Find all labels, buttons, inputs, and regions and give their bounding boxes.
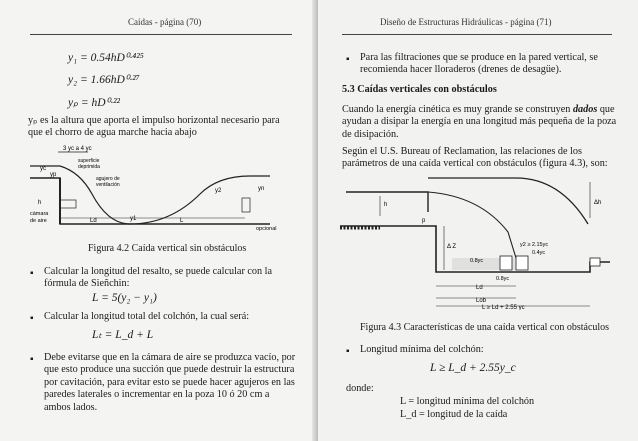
equation-yp: yₚ = hD⁰·²² — [68, 97, 120, 109]
label-ventilacion: ventilación — [96, 182, 120, 188]
donde-label: donde: — [346, 383, 374, 394]
label-p: p — [422, 218, 426, 224]
left-page-header: Caídas - página (70) — [128, 17, 202, 27]
label-delta-h: Δh — [594, 200, 602, 206]
equation-l: L = 5(y₂ − y₁) — [92, 292, 157, 304]
water-surface-profile — [428, 178, 588, 224]
equation-y1: y₁ = 0.54hD⁰·⁴²⁵ — [68, 52, 144, 64]
air-vent-box — [60, 200, 76, 208]
bullet-marker: ▪ — [30, 354, 34, 365]
bullet-colchon-text: Calcular la longitud total del colchón, la cual será: — [44, 311, 250, 322]
end-sill — [590, 258, 600, 266]
label-delta-z: Δ Z — [447, 244, 457, 250]
label-l: L — [180, 218, 184, 224]
label-lob: Lob — [476, 298, 487, 304]
bullet-marker: ▪ — [30, 313, 34, 324]
label-camara: cámara — [30, 211, 49, 217]
left-page — [0, 0, 318, 441]
label-h: h — [384, 202, 388, 208]
label-yn: yn — [258, 186, 265, 192]
label-y1: y1 — [130, 216, 137, 222]
header-rule — [30, 34, 292, 35]
bullet-longitud-text: Longitud mínima del colchón: — [360, 344, 484, 355]
water-surface-profile — [30, 166, 270, 224]
bullet-marker: ▪ — [346, 54, 350, 65]
label-ld: Ld — [476, 285, 483, 291]
label-yp: yp — [50, 172, 57, 178]
label-04yc: 0.4yc — [532, 250, 546, 256]
equation-lt: Lₜ = L_d + L — [92, 329, 154, 341]
right-page — [318, 0, 638, 441]
paragraph-yp: yₚ es la altura que aporta el impulso horizontal necesario para que el chorro de agua marche hacia abajo — [28, 115, 280, 139]
drop-structure-outline — [30, 178, 270, 224]
label-y2: y2 ≥ 2.15yc — [520, 242, 549, 248]
label-de-aire: de aire — [30, 218, 47, 224]
section-heading: 5.3 Caídas verticales con obstáculos — [342, 84, 497, 95]
bullet-resalto-text: Calcular la longitud del resalto, se puede calcular con la fórmula de Sieñchin: — [44, 266, 272, 290]
figure-4-2-caption: Figura 4.2 Caída vertical sin obstáculos — [88, 243, 247, 254]
bullet-filtraciones-text: Para las filtraciones que se produce en la pared vertical, se recomienda hacer lloraderos (drenes de desagüe). — [360, 52, 598, 76]
label-opcional: opcional — [256, 226, 277, 232]
label-y2: y2 — [215, 188, 222, 194]
figure-4-3-caption: Figura 4.3 Características de una caída vertical con obstáculos — [360, 322, 610, 333]
bullet-camara-text: Debe evitarse que en la cámara de aire se produzca vacío, por que esto produce una succión que puede destruir la estructura por cavitación, para evitar esto se puede hacer agujeros en las paredes laterales o incrementar en la poza 10 ó 20 cm a ambos lados. — [44, 352, 296, 413]
label-08yc-b: 0.8yc — [496, 276, 510, 282]
equation-l-min: L ≥ L_d + 2.55y_c — [430, 362, 516, 374]
bullet-marker: ▪ — [30, 268, 34, 279]
paragraph-bureau: Según el U.S. Bureau of Reclamation, las relaciones de los parámetros de una caída vertical con obstáculos (figura 4.3), son: — [342, 146, 608, 170]
baffle-block — [500, 256, 512, 270]
label-08yc-a: 0.8yc — [470, 258, 484, 264]
figure-4-2-diagram — [30, 142, 300, 234]
bullet-marker: ▪ — [346, 346, 350, 357]
label-agujero: agujero de — [96, 176, 120, 182]
label-yc: yc — [40, 166, 46, 172]
baffle-block — [516, 256, 528, 270]
label-l-sum: L ≥ Ld + 2.55 yc — [482, 305, 525, 310]
label-h: h — [38, 200, 42, 206]
header-rule — [342, 34, 612, 35]
nappe-profile — [428, 192, 516, 258]
definition-ld: L_d = longitud de la caída — [400, 409, 508, 420]
paragraph-dados: Cuando la energía cinética es muy grande se construyen dados que ayudan a disipar la energía en una longitud más pequeña de la poza de disipación. — [342, 104, 617, 140]
figure-4-3-diagram — [340, 172, 622, 310]
label-deprimida: deprimida — [78, 164, 100, 170]
equation-y2: y₂ = 1.66hD⁰·²⁷ — [68, 74, 140, 86]
definition-l: L = longitud mínima del colchón — [400, 396, 535, 407]
end-sill-box — [242, 198, 250, 212]
label-ld: Ld — [90, 218, 97, 224]
label-superficie: superficie — [78, 158, 100, 164]
label-3yc-4yc: 3 yc a 4 yc — [63, 146, 92, 152]
right-page-header: Diseño de Estructuras Hidráulicas - página (71) — [380, 17, 552, 27]
